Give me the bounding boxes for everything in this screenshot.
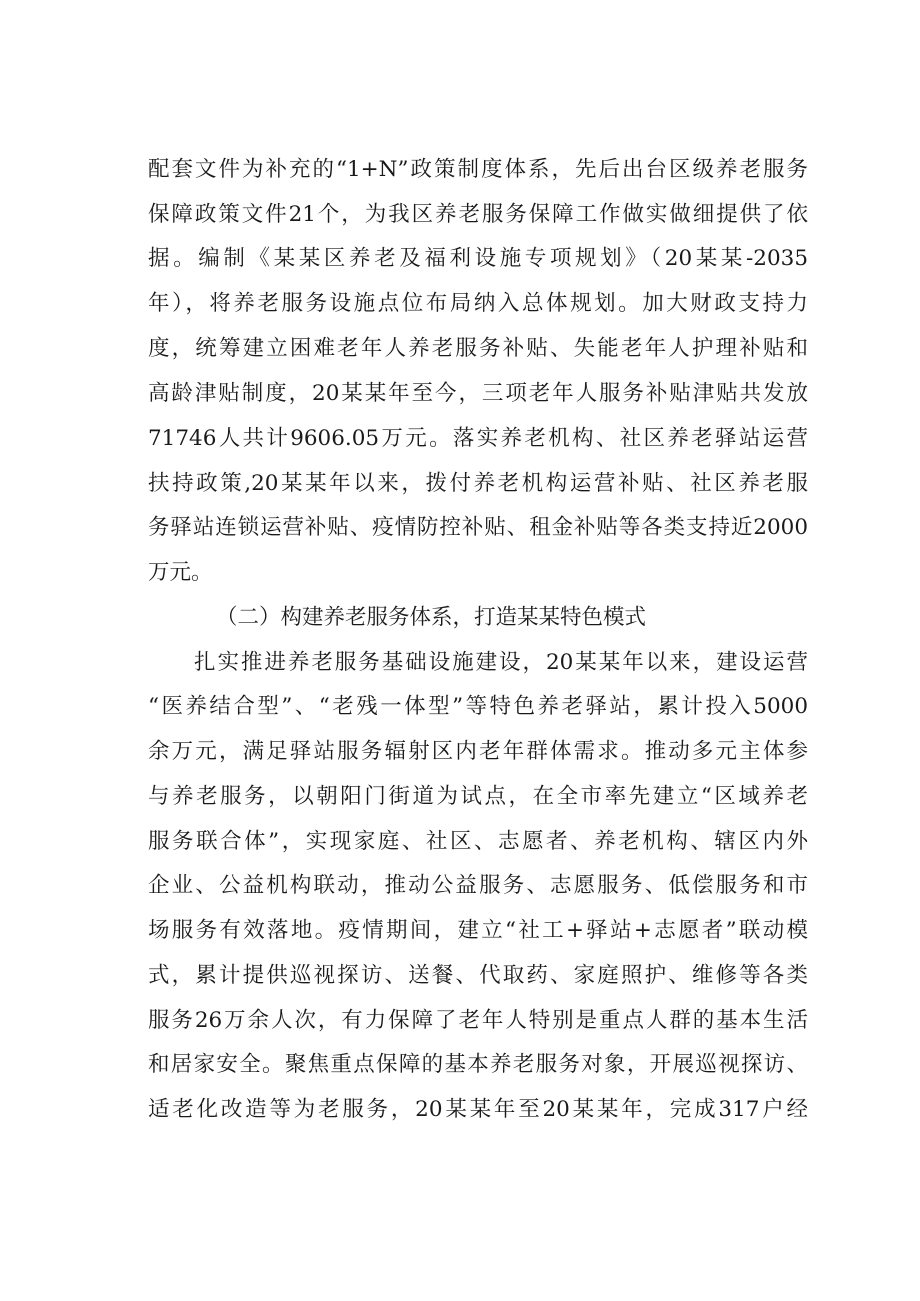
- text-line: 企业、公益机构联动，推动公益服务、志愿服务、低偿服务和市: [148, 873, 808, 898]
- text-line: 与养老服务，以朝阳门街道为试点，在全市率先建立“区域养老: [148, 784, 808, 809]
- text-line: 高龄津贴制度，20某某年至今，三项老年人服务补贴津贴共发放: [148, 381, 808, 406]
- text-line: 据。编制《某某区养老及福利设施专项规划》（20某某-2035: [148, 246, 808, 271]
- text-line: 配套文件为补充的“1+N”政策制度体系，先后出台区级养老服务: [148, 157, 808, 182]
- text-line: 扎实推进养老服务基础设施建设，20某某年以来，建设运营: [194, 650, 808, 675]
- text-line: 式，累计提供巡视探访、送餐、代取药、家庭照护、维修等各类: [148, 963, 808, 988]
- text-line: 年），将养老服务设施点位布局纳入总体规划。加大财政支持力: [148, 291, 808, 316]
- text-line: 71746人共计9606.05万元。落实养老机构、社区养老驿站运营: [148, 426, 808, 451]
- text-line: 服务联合体”，实现家庭、社区、志愿者、养老机构、辖区内外: [148, 829, 808, 854]
- text-line: 服务26万余人次，有力保障了老年人特别是重点人群的基本生活: [148, 1008, 808, 1033]
- text-line: 余万元，满足驿站服务辐射区内老年群体需求。推动多元主体参: [148, 739, 808, 764]
- text-line: 度，统筹建立困难老年人养老服务补贴、失能老年人护理补贴和: [148, 336, 808, 361]
- text-line: 适老化改造等为老服务，20某某年至20某某年，完成317户经: [148, 1097, 808, 1122]
- text-line: 万元。: [148, 560, 213, 585]
- text-line: 保障政策文件21个，为我区养老服务保障工作做实做细提供了依: [148, 202, 808, 227]
- text-line: 务驿站连锁运营补贴、疫情防控补贴、租金补贴等各类支持近2000: [148, 515, 808, 540]
- text-line: 和居家安全。聚焦重点保障的基本养老服务对象，开展巡视探访、: [148, 1052, 808, 1077]
- text-line: “医养结合型”、“老残一体型”等特色养老驿站，累计投入5000: [148, 694, 808, 719]
- section-heading: （二）构建养老服务体系，打造某某特色模式: [216, 605, 647, 630]
- text-line: 扶持政策,20某某年以来，拨付养老机构运营补贴、社区养老服: [148, 471, 808, 496]
- text-line: 场服务有效落地。疫情期间，建立“社工+驿站+志愿者”联动模: [148, 918, 808, 943]
